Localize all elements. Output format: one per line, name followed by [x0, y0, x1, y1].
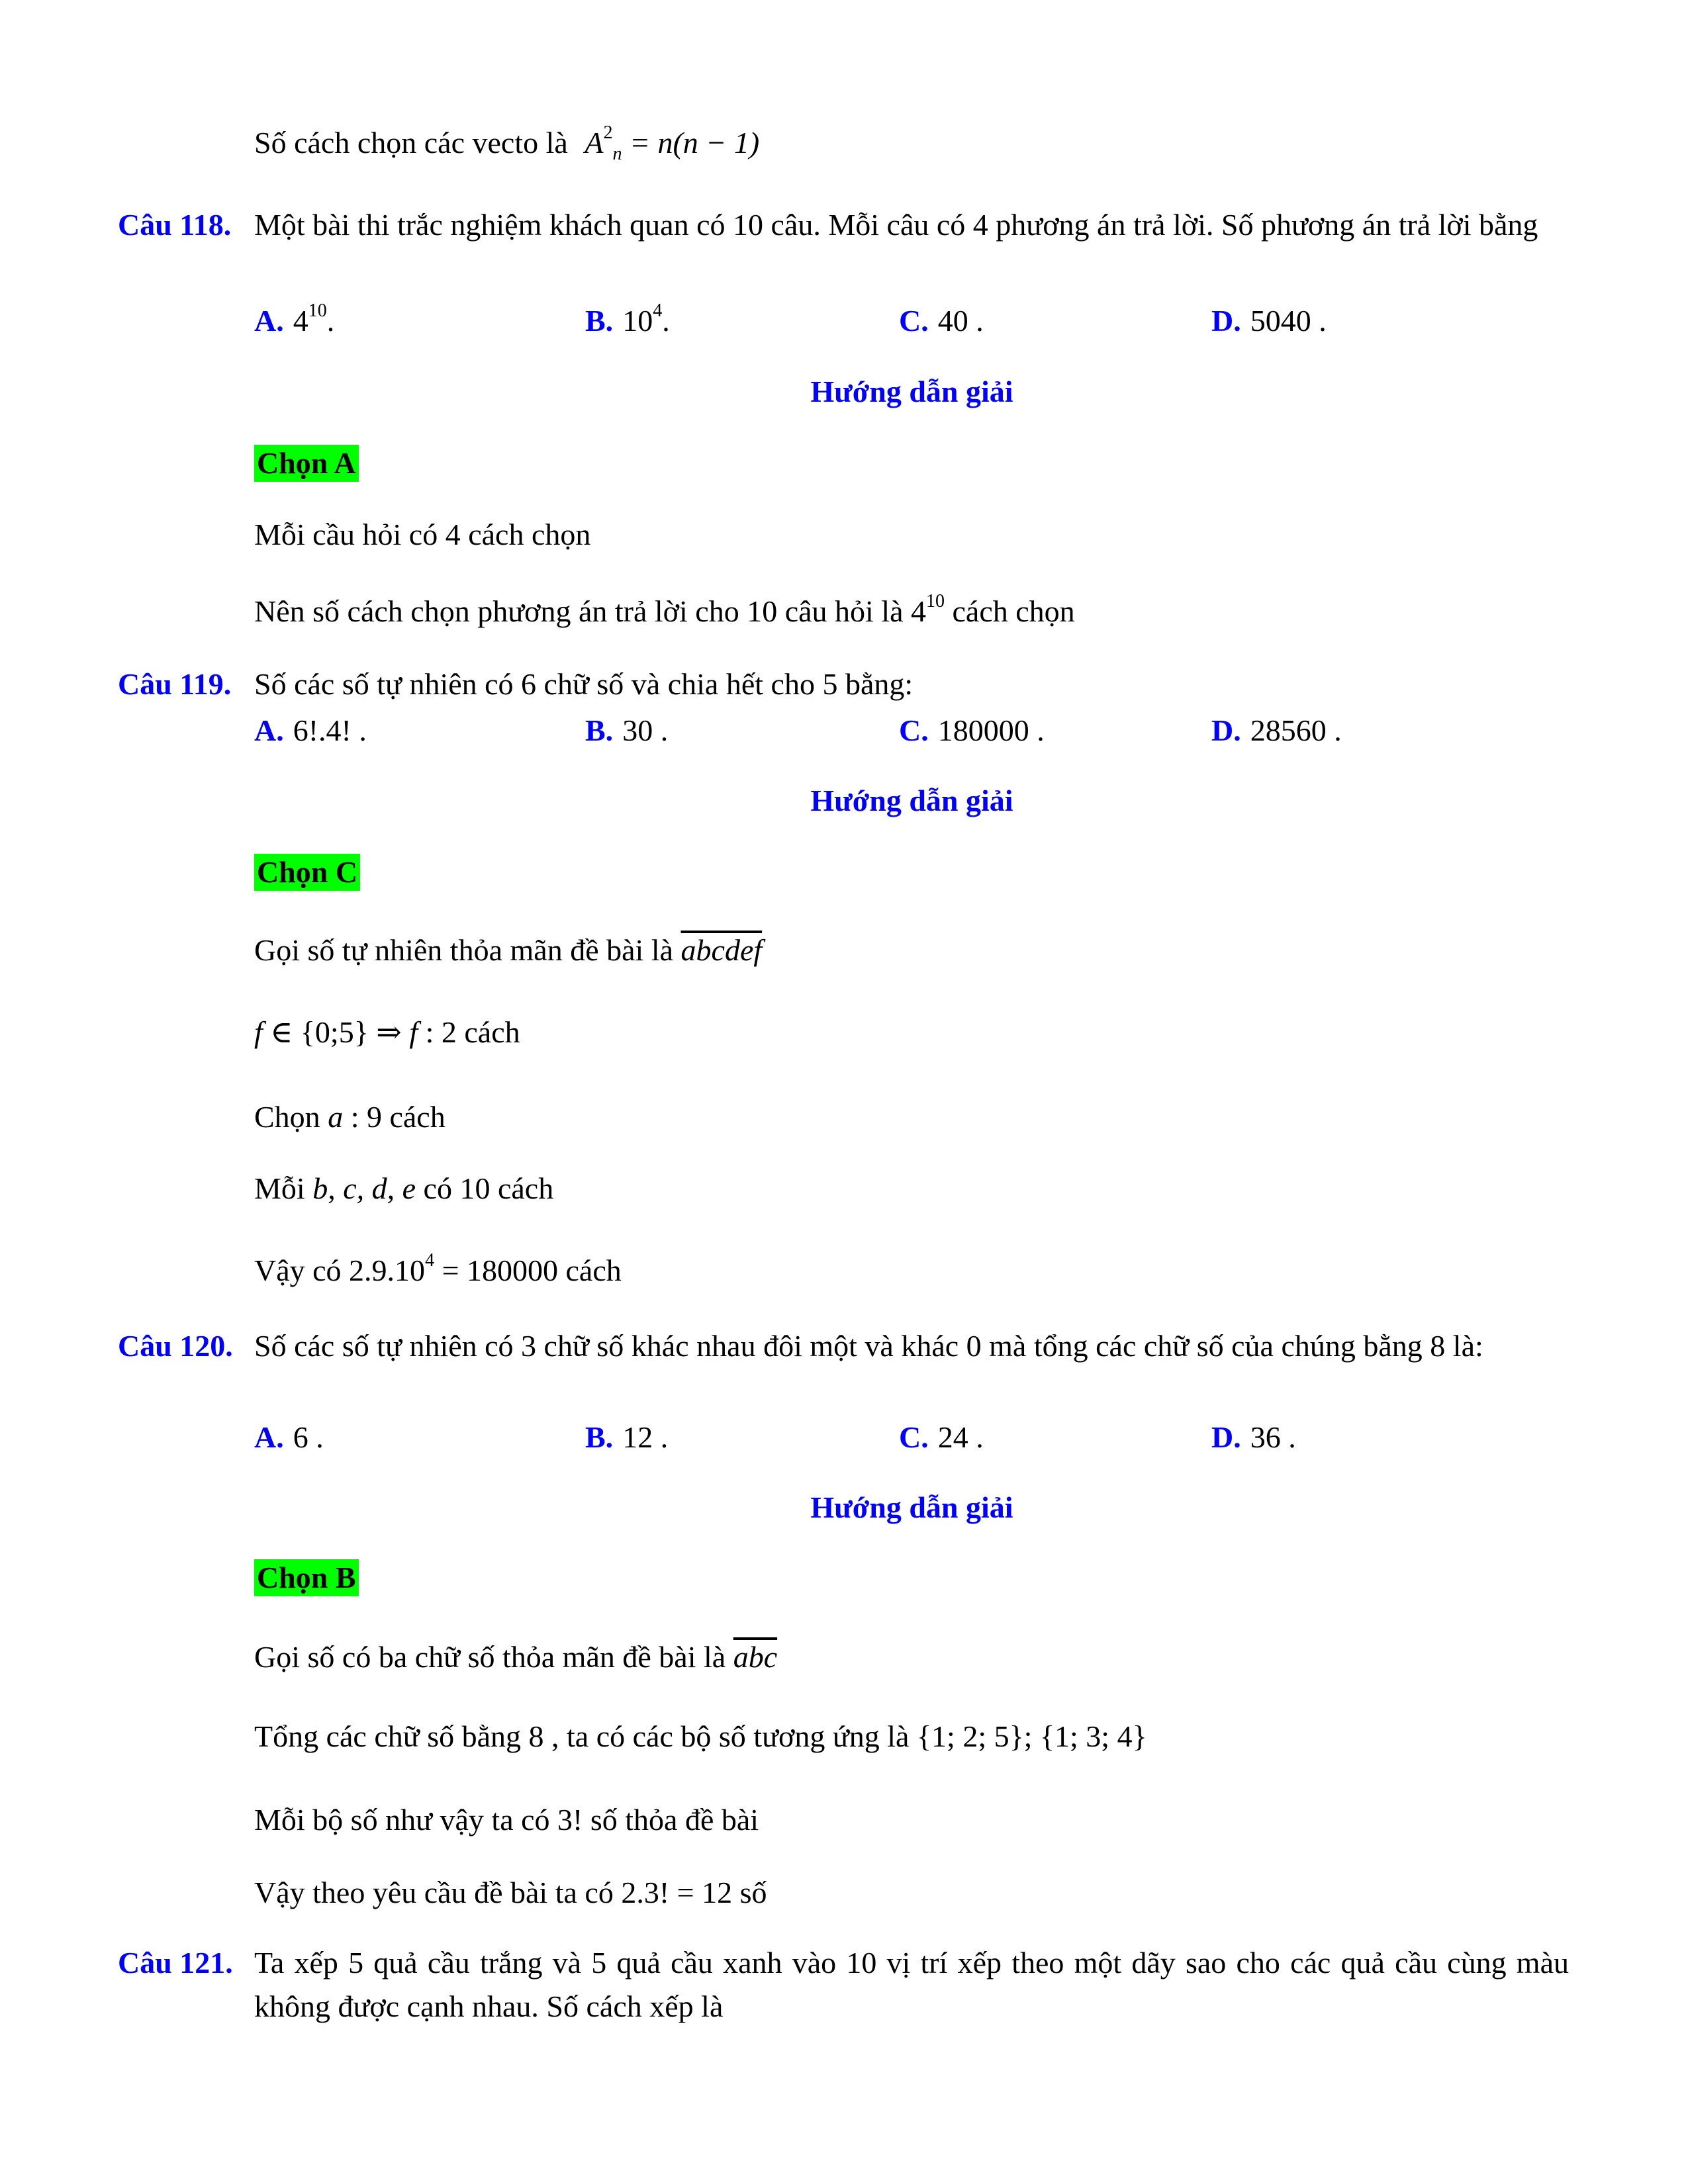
option-label: C.: [899, 1420, 929, 1454]
option-value: 6 .: [293, 1420, 324, 1454]
top-line-text: Số cách chọn các vecto là: [254, 126, 568, 159]
option-d-119: [1211, 711, 1342, 751]
option-label: B.: [585, 304, 614, 338]
option-value: 36 .: [1250, 1420, 1296, 1454]
formula-sup: 2: [603, 122, 613, 143]
math-var: b, c, d, e: [312, 1171, 416, 1205]
solution-line-120-2: [254, 1717, 1147, 1756]
option-label: C.: [899, 304, 929, 338]
solution-text: Gọi số có ba chữ số thỏa mãn đề bài là: [254, 1640, 733, 1674]
option-value: 6!.4! .: [293, 713, 367, 747]
option-value: 28560 .: [1250, 713, 1342, 747]
option-b-120: [585, 1418, 668, 1457]
question-text-121: Ta xếp 5 quả cầu trắng và 5 quả cầu xanh vào 10 vị trí xếp theo một dãy sao cho các quả cầu cùng màu không được cạnh nhau. Số cách xếp là: [254, 1946, 1569, 2023]
question-number-121: Câu 121.: [118, 1946, 233, 1979]
option-label: D.: [1211, 1420, 1241, 1454]
option-a-120: [254, 1418, 324, 1457]
math-var: f: [254, 1015, 263, 1049]
solution-line-118-2: [254, 592, 1075, 631]
solution-line-120-3: Mỗi bộ số như vậy ta có 3! số thỏa đề bài: [254, 1803, 759, 1837]
option-label: C.: [899, 713, 929, 747]
option-c-120: [899, 1418, 984, 1457]
option-b-118: [585, 301, 670, 341]
overline-number: abcdef: [680, 933, 763, 967]
solution-text: : 9 cách: [343, 1100, 445, 1134]
option-value: 180000 .: [937, 713, 1045, 747]
option-c-118: [899, 301, 984, 341]
solution-text: Gọi số tự nhiên thỏa mãn đề bài là: [254, 933, 681, 967]
question-text-120: Số các số tự nhiên có 3 chữ số khác nhau đôi một và khác 0 mà tổng các chữ số của chúng bằng 8 là:: [254, 1329, 1483, 1363]
option-c-119: [899, 711, 1045, 751]
solution-text: Vậy có 2.9.10: [254, 1253, 426, 1287]
formula-rest: = n(n − 1): [629, 126, 760, 159]
solution-line-119-3: [254, 1097, 445, 1137]
solution-line-120-4: Vậy theo yêu cầu đề bài ta có 2.3! = 12 số: [254, 1876, 767, 1909]
option-value: 12 .: [622, 1420, 669, 1454]
option-label: B.: [585, 1420, 614, 1454]
option-value: 30 .: [622, 713, 669, 747]
question-number-120: Câu 120.: [118, 1329, 233, 1363]
option-b-119: [585, 711, 668, 751]
option-label: A.: [254, 1420, 284, 1454]
solution-text: Tổng các chữ số bằng 8 , ta có các bộ số tương ứng là: [254, 1719, 917, 1753]
option-value: 24 .: [937, 1420, 984, 1454]
solution-heading-118: Hướng dẫn giải: [810, 375, 1013, 408]
option-sup: 10: [308, 300, 327, 321]
option-label: B.: [585, 713, 614, 747]
option-end: .: [326, 304, 335, 338]
solution-text: Chọn: [254, 1100, 328, 1134]
option-label: A.: [254, 713, 284, 747]
solution-text: : 2 cách: [418, 1015, 520, 1049]
solution-text: có 10 cách: [416, 1171, 554, 1205]
option-value: 40 .: [937, 304, 984, 338]
formula-a: A: [585, 126, 604, 159]
solution-text: Mỗi: [254, 1171, 313, 1205]
overline-number: $\overline{abc}$: [733, 1640, 778, 1674]
solution-line-120-1: [254, 1637, 777, 1677]
question-number-119: Câu 119.: [118, 667, 232, 701]
option-base: 4: [293, 304, 308, 338]
option-d-120: [1211, 1418, 1296, 1457]
answer-badge-120: Chọn B: [254, 1559, 359, 1596]
solution-heading-120: Hướng dẫn giải: [810, 1490, 1013, 1524]
option-value: 5040 .: [1250, 304, 1327, 338]
math-var: f: [409, 1015, 418, 1049]
question-text-118: Một bài thi trắc nghiệm khách quan có 10 câu. Mỗi câu có 4 phương án trả lời. Số phương án trả lời bằng: [254, 208, 1538, 242]
answer-badge-118: Chọn A: [254, 445, 359, 482]
top-line: [254, 123, 759, 163]
solution-heading-119: Hướng dẫn giải: [810, 784, 1013, 817]
solution-line-119-5: [254, 1251, 622, 1291]
solution-text: = 180000 cách: [434, 1253, 622, 1287]
solution-line-119-4: [254, 1169, 553, 1208]
set-notation: {1; 2; 5}; {1; 3; 4}: [916, 1719, 1147, 1753]
question-text-119: Số các số tự nhiên có 6 chữ số và chia hết cho 5 bằng:: [254, 667, 914, 701]
option-end: .: [662, 304, 670, 338]
solution-line-119-2: [254, 1013, 520, 1052]
solution-text: Nên số cách chọn phương án trả lời cho 10 câu hỏi là 4: [254, 594, 927, 628]
option-label: D.: [1211, 713, 1241, 747]
option-label: A.: [254, 304, 284, 338]
solution-sup: 4: [425, 1250, 435, 1271]
solution-text: ∈ {0;5} ⇒: [262, 1015, 410, 1049]
option-a-118: [254, 301, 334, 341]
solution-line-119-1: [254, 931, 762, 970]
option-d-118: [1211, 301, 1327, 341]
solution-sup: 10: [926, 591, 945, 612]
solution-line-118-1: Mỗi cầu hỏi có 4 cách chọn: [254, 518, 591, 551]
option-base: 10: [622, 304, 653, 338]
option-label: D.: [1211, 304, 1241, 338]
option-a-119: [254, 711, 367, 751]
formula-sub: n: [612, 144, 622, 164]
answer-badge-119: Chọn C: [254, 854, 360, 891]
option-sup: 4: [653, 300, 663, 321]
solution-text: cách chọn: [945, 594, 1075, 628]
question-number-118: Câu 118.: [118, 208, 232, 242]
math-var: a: [328, 1100, 344, 1134]
